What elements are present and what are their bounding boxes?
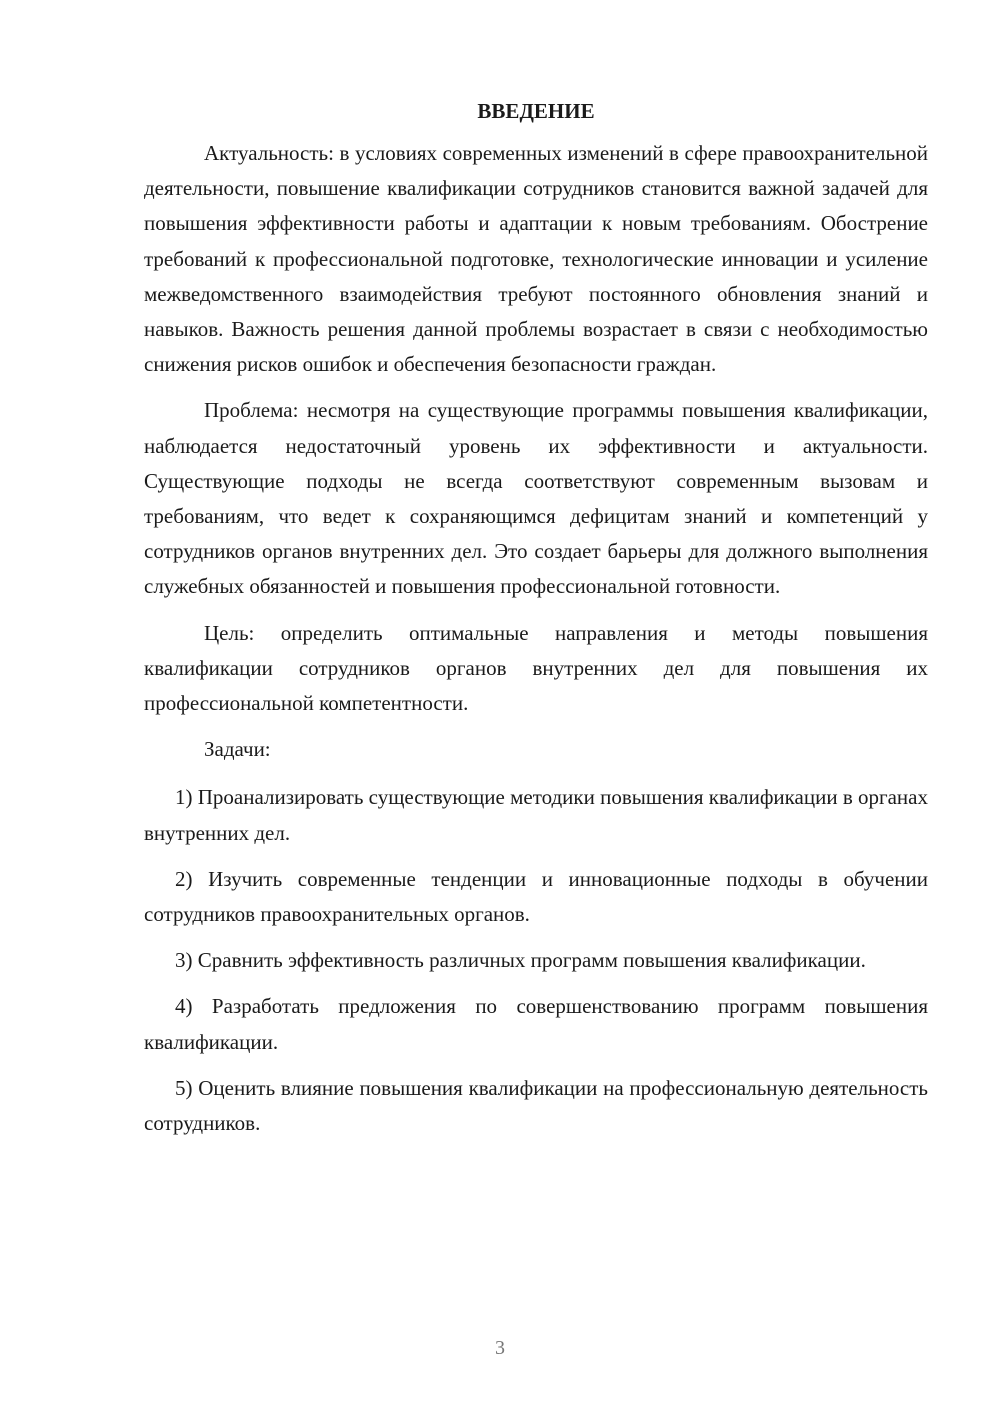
task-item: 3) Сравнить эффективность различных программ повышения квалификации. — [175, 948, 866, 973]
task-item: 1) Проанализировать существующие методики повышения квалификации в органах внутренних дел. — [144, 785, 928, 845]
page-title: ВВЕДЕНИЕ — [477, 99, 595, 123]
page-number: 3 — [495, 1337, 505, 1359]
paragraph-goal: Цель: определить оптимальные направления и методы повышения квалификации сотрудников органов внутренних дел для повышения их профессиональной компетентности. — [144, 620, 928, 716]
task-item: 4) Разработать предложения по совершенствованию программ повышения квалификации. — [144, 994, 928, 1054]
paragraph-relevance: Актуальность: в условиях современных изменений в сфере правоохранительной деятельности, повышение квалификации сотрудников становится важной задачей для повышения эффективности работы и адаптации к новым требованиям. Обострение требований к профессиональной подготовке, технологические инновации и усиление межведомственного взаимодействия требуют постоянного обновления знаний и навыков. Важность решения данной проблемы возрастает в связи с необходимостью снижения рисков ошибок и обеспечения безопасности граждан. — [144, 141, 928, 377]
document-page — [144, 94, 928, 1141]
task-item: 2) Изучить современные тенденции и инновационные подходы в обучении сотрудников правоохранительных органов. — [144, 866, 928, 927]
paragraph-problem: Проблема: несмотря на существующие программы повышения квалификации, наблюдается недостаточный уровень их эффективности и актуальности. Существующие подходы не всегда соответствуют современным вызовам и требованиям, что ведет к сохраняющимся дефицитам знаний и компетенций у сотрудников органов внутренних дел. Это создает барьеры для должного выполнения служебных обязанностей и повышения профессиональной готовности. — [144, 398, 928, 599]
task-item: 5) Оценить влияние повышения квалификации на профессиональную деятельность сотрудников. — [144, 1075, 928, 1136]
tasks-heading: Задачи: — [204, 737, 271, 762]
